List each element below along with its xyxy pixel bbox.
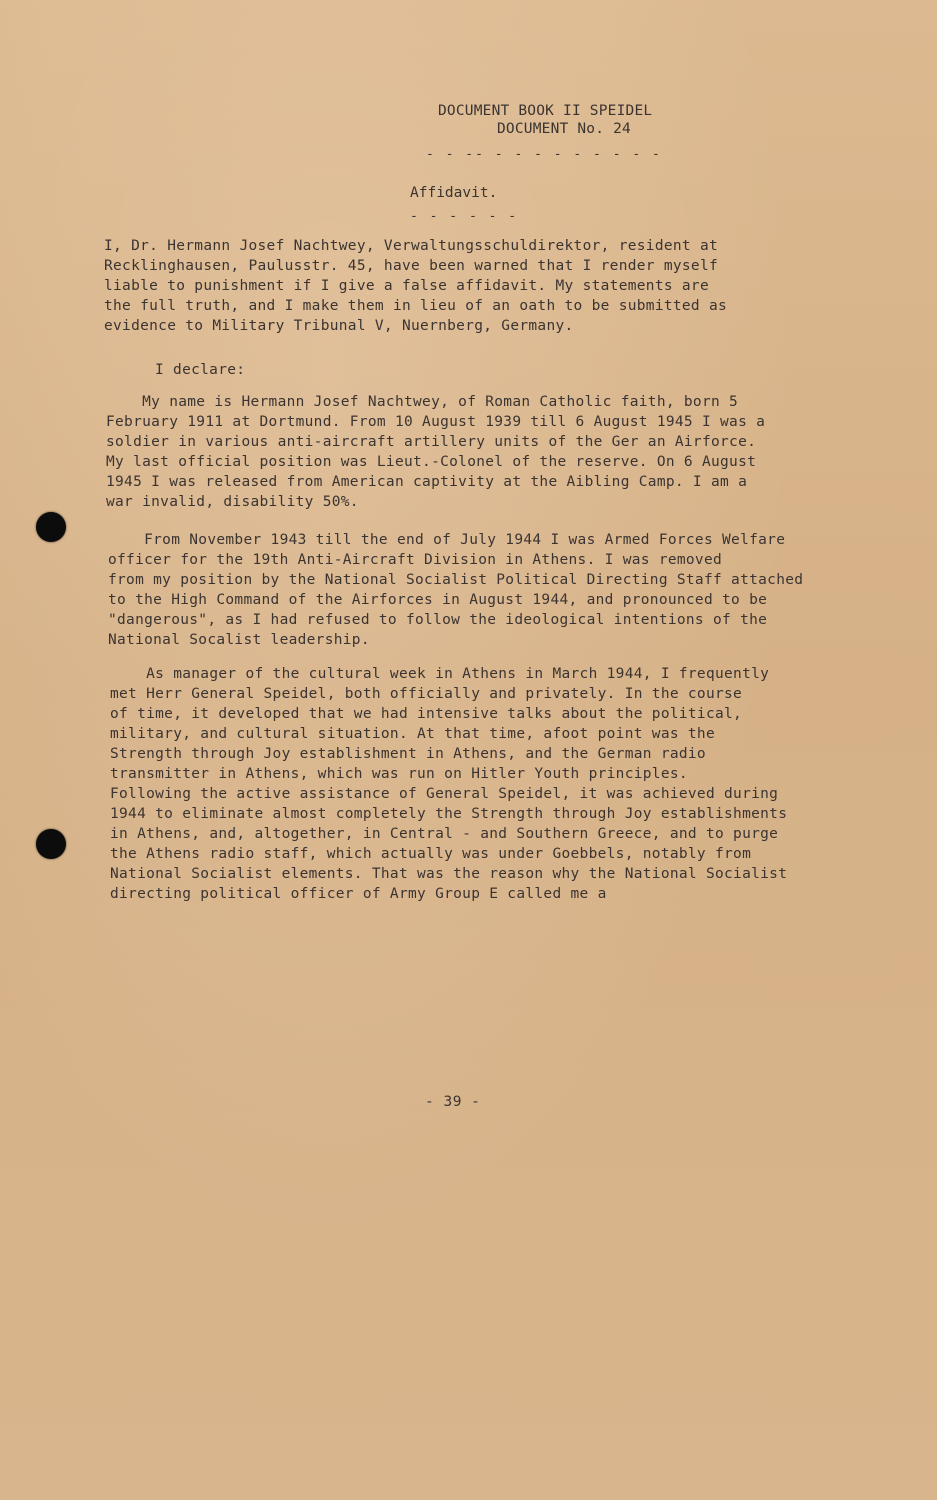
punch-hole-lower [36,829,66,859]
personal-details-paragraph: My name is Hermann Josef Nachtwey, of Roman Catholic faith, born 5 February 1911 at Dortmund. From 10 August 1939 till 6 August 1945 I was a soldier in various anti-aircraft artillery units of the Ger an Airforce. My last official position was Lieut.-Colonel of the reserve. On 6 August 1945 I was released from American captivity at the Aibling Camp. I am a war invalid, disability 50%. [106,394,766,510]
header-rule: - - -- - - - - - - - - - [426,147,662,162]
punch-hole-upper [36,512,66,542]
title-rule: - - - - - - [410,209,519,224]
affidavit-title-block [410,184,518,226]
header-document-number: DOCUMENT No. 24 [497,121,631,137]
header-book-title: DOCUMENT BOOK II SPEIDEL [438,103,653,119]
declaration-heading: I declare: [155,362,246,378]
page-number: - 39 - [425,1094,481,1110]
cultural-week-paragraph: As manager of the cultural week in Athens in March 1944, I frequently met Herr General Speidel, both officially and privately. In the course of time, it developed that we had intensive talks about the political, military, and cultural situation. At that time, afoot point was the Strength through Joy establishment in Athens, and the German radio transmitter in Athens, which was run on Hitler Youth principles. Following the active assistance of General Speidel, it was achieved during 1944 to eliminate almost completely the Strength through Joy establishments in Athens, and, altogether, in Central - and Southern Greece, and to purge the Athens radio staff, which actually was under Goebbels, notably from National Socialist elements. That was the reason why the National Socialist directing political officer of Army Group E called me a [110,666,788,902]
affidavit-title: Affidavit. [410,185,498,201]
document-header [426,102,696,164]
welfare-officer-paragraph: From November 1943 till the end of July 1944 I was Armed Forces Welfare officer for the 19th Anti-Aircraft Division in Athens. I was removed from my position by the National Socialist Political Directing Staff attached to the High Command of the Airforces in August 1944, and pronounced to be "dangerous", as I had refused to follow the ideological intentions of the National Socalist leadership. [108,532,804,648]
intro-paragraph: I, Dr. Hermann Josef Nachtwey, Verwaltungsschuldirektor, resident at Recklinghausen, Paulusstr. 45, have been warned that I render myself liable to punishment if I give a false affidavit. My statements are the full truth, and I make them in lieu of an oath to be submitted as evidence to Military Tribunal V, Nuernberg, Germany. [104,238,728,334]
